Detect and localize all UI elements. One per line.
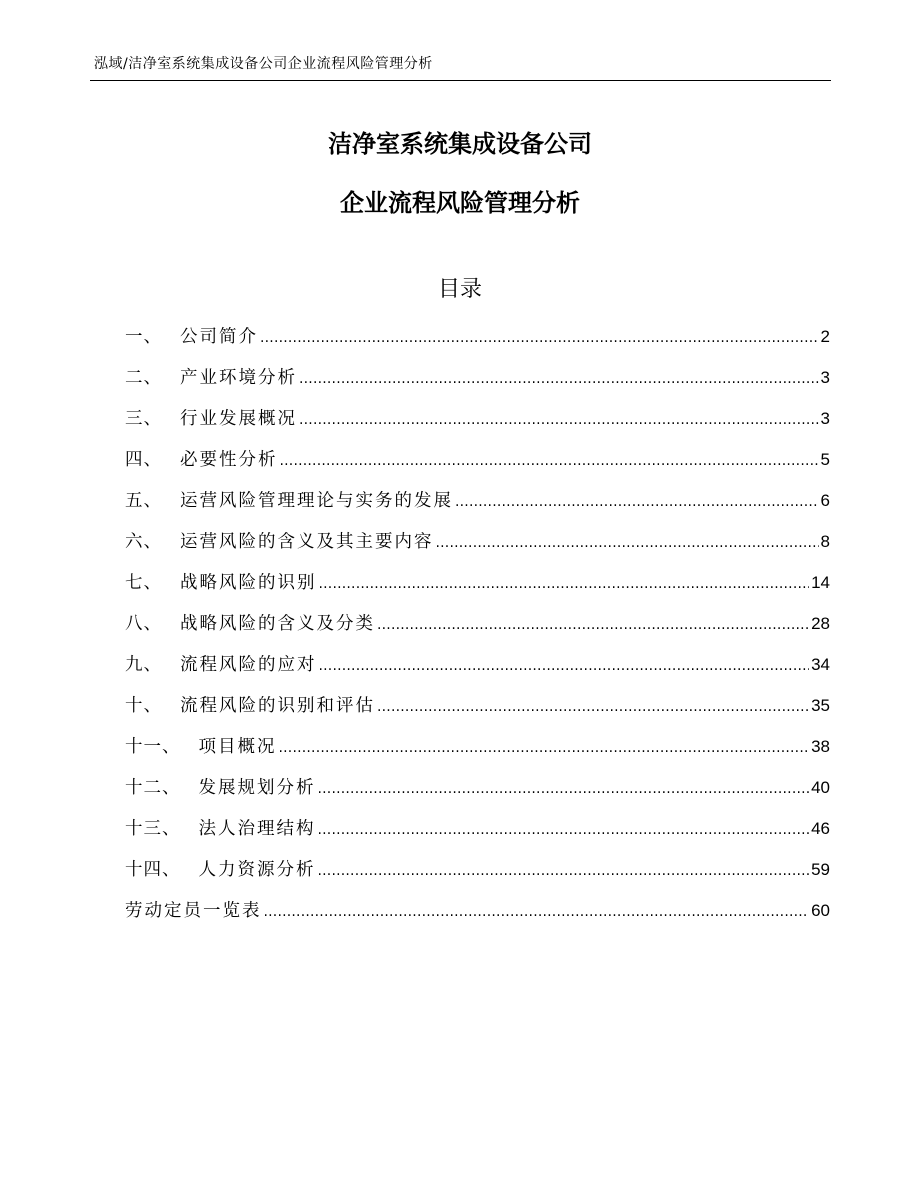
toc-entry-page-number: 3 [820,409,830,428]
toc-entry[interactable] [125,487,830,528]
toc-dot-leader [280,446,819,474]
toc-entry[interactable] [125,651,830,692]
toc-entry-label: 流程风险的应对 [180,655,317,675]
toc-dot-leader [377,610,809,638]
toc-entry-number: 六、 [125,532,162,552]
toc-entry-page-number: 8 [820,532,830,551]
toc-entry-number: 二、 [125,368,162,388]
toc-entry[interactable] [125,815,830,856]
toc-entry-label: 项目概况 [198,737,277,757]
toc-entry-number: 五、 [125,491,162,511]
toc-dot-leader [279,733,810,761]
toc-dot-leader [260,323,819,351]
toc-entry[interactable] [125,323,830,364]
toc-entry-page-number: 2 [820,327,830,346]
toc-heading: 目录 [437,277,482,302]
toc-dot-leader [299,364,819,392]
toc-dot-leader [318,856,810,884]
toc-entry[interactable] [125,897,830,938]
table-of-contents [125,323,830,938]
toc-entry-label: 战略风险的含义及分类 [180,614,375,634]
toc-entry-page-number: 6 [820,491,830,510]
toc-entry-label: 劳动定员一览表 [125,901,262,921]
toc-entry-label: 人力资源分析 [198,860,316,880]
toc-entry-page-number: 5 [820,450,830,469]
toc-entry-page-number: 3 [820,368,830,387]
header-divider [90,80,831,81]
toc-dot-leader [264,897,810,925]
toc-entry-page-number: 38 [811,737,830,756]
toc-entry-label: 战略风险的识别 [180,573,317,593]
toc-dot-leader [436,528,819,556]
toc-entry[interactable] [125,733,830,774]
toc-entry-number: 十、 [125,696,162,716]
toc-entry-label: 流程风险的识别和评估 [180,696,375,716]
toc-entry-number: 十四、 [125,860,181,880]
toc-entry-page-number: 46 [811,819,830,838]
toc-entry-page-number: 14 [811,573,830,592]
toc-entry[interactable] [125,774,830,815]
toc-entry[interactable] [125,528,830,569]
toc-dot-leader [377,692,809,720]
toc-entry-number: 十二、 [125,778,181,798]
toc-entry-page-number: 60 [811,901,830,920]
toc-entry-page-number: 59 [811,860,830,879]
document-title-line-1: 洁净室系统集成设备公司 [328,130,592,158]
toc-entry-number: 九、 [125,655,162,675]
toc-entry-label: 发展规划分析 [198,778,316,798]
toc-entry-number: 八、 [125,614,162,634]
toc-entry-number: 七、 [125,573,162,593]
toc-entry[interactable] [125,405,830,446]
toc-entry-label: 产业环境分析 [180,368,297,388]
running-header: 泓域/洁净室系统集成设备公司企业流程风险管理分析 [94,56,433,72]
toc-entry-page-number: 35 [811,696,830,715]
toc-entry[interactable] [125,692,830,733]
toc-entry[interactable] [125,610,830,651]
toc-dot-leader [319,569,810,597]
toc-entry-number: 三、 [125,409,162,429]
toc-dot-leader [299,405,819,433]
toc-entry-page-number: 40 [811,778,830,797]
toc-entry-label: 运营风险的含义及其主要内容 [180,532,434,552]
toc-dot-leader [318,774,810,802]
toc-entry-number: 十一、 [125,737,181,757]
toc-entry-label: 法人治理结构 [198,819,316,839]
toc-entry-label: 公司简介 [180,327,258,347]
toc-entry-label: 必要性分析 [180,450,278,470]
toc-entry[interactable] [125,569,830,610]
toc-dot-leader [318,815,810,843]
toc-entry-page-number: 28 [811,614,830,633]
toc-entry[interactable] [125,364,830,405]
toc-entry[interactable] [125,446,830,487]
toc-entry-label: 运营风险管理理论与实务的发展 [180,491,453,511]
document-title-line-2: 企业流程风险管理分析 [340,189,580,217]
toc-dot-leader [319,651,810,679]
toc-entry-number: 一、 [125,327,162,347]
toc-entry[interactable] [125,856,830,897]
toc-entry-label: 行业发展概况 [180,409,297,429]
toc-entry-number: 十三、 [125,819,181,839]
toc-dot-leader [455,487,819,515]
toc-entry-number: 四、 [125,450,162,470]
toc-entry-page-number: 34 [811,655,830,674]
